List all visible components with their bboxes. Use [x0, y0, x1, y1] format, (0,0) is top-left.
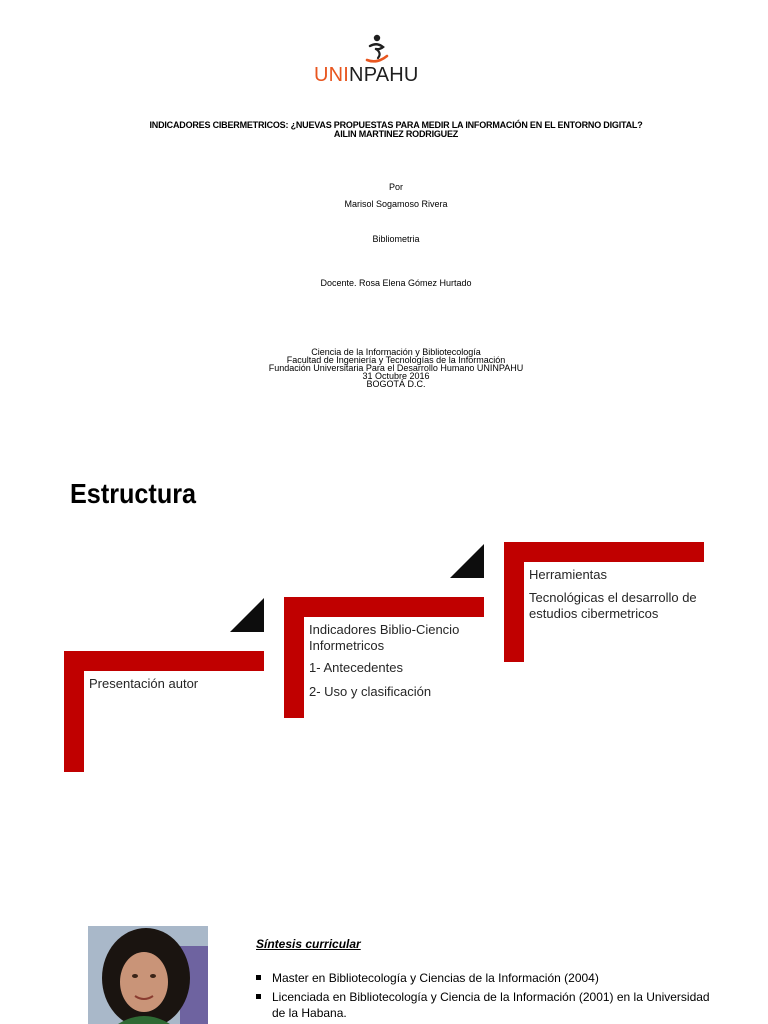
logo-wordmark — [314, 64, 438, 87]
portrait-image — [88, 926, 208, 1024]
step-text: Tecnológicas el desarrollo de estudios cibermetricos — [529, 590, 697, 621]
step-bar-horizontal — [284, 597, 484, 617]
footer-line: Facultad de Ingeniería y Tecnologías de la Información — [286, 355, 506, 365]
cover-subject: Bibliometria — [372, 234, 420, 244]
cv-item-text: Licenciada en Bibliotecología y Ciencia de la Información (2001) en la Universidad de la Habana. — [272, 990, 710, 1020]
step-bar-vertical — [64, 651, 84, 772]
cover-title-line2: AILIN MARTINEZ RODRIGUEZ — [333, 129, 459, 139]
step-arrow-icon — [230, 598, 264, 632]
step-text: Herramientas — [529, 567, 608, 582]
step-bar-horizontal — [504, 542, 704, 562]
step-bar-horizontal — [64, 651, 264, 671]
step-bar-vertical — [284, 597, 304, 718]
step-bar-vertical — [504, 542, 524, 662]
cv-heading: Síntesis curricular — [256, 937, 361, 951]
cv-item — [256, 989, 726, 1021]
cv-item — [256, 970, 726, 986]
cover-footer — [100, 348, 692, 388]
logo-text-accent: UNI — [314, 64, 350, 86]
step-text: 1- Antecedentes — [309, 660, 403, 675]
structure-step-2 — [284, 544, 484, 718]
cv-item-text: Master en Bibliotecología y Ciencias de la Información (2004) — [272, 971, 599, 985]
step-arrow-icon — [450, 544, 484, 578]
cover-by: Por — [388, 182, 403, 192]
cover-title-line1: INDICADORES CIBERMETRICOS: ¿NUEVAS PROPUESTAS PARA MEDIR LA INFORMACIÓN EN EL ENTORNO DIGITAL? — [149, 120, 643, 130]
cover-title — [60, 121, 732, 139]
uninpahu-logo — [314, 34, 438, 88]
structure-step-1 — [64, 598, 264, 772]
cover-author: Marisol Sogamoso Rivera — [344, 199, 448, 209]
footer-line: BOGOTÁ D.C. — [366, 379, 426, 389]
footer-line: 31 Octubre 2016 — [362, 371, 430, 381]
step-text: Presentación autor — [89, 676, 199, 691]
structure-step-3 — [504, 542, 704, 662]
runner-logo-icon — [364, 34, 390, 64]
footer-line: Fundación Universitaria Para el Desarrollo Humano UNINPAHU — [268, 363, 524, 373]
cv-list — [256, 970, 726, 1024]
bullet-icon — [256, 975, 261, 980]
author-photo — [88, 926, 208, 1024]
step-text: Indicadores Biblio-Ciencio Informetricos — [309, 622, 460, 653]
step-text: 2- Uso y clasificación — [309, 684, 432, 699]
bullet-icon — [256, 994, 261, 999]
section-title: Estructura — [70, 478, 197, 509]
logo-text-rest: NPAHU — [349, 64, 419, 86]
footer-line: Ciencia de la Información y Bibliotecología — [311, 347, 481, 357]
cover-teacher: Docente. Rosa Elena Gómez Hurtado — [320, 278, 472, 288]
